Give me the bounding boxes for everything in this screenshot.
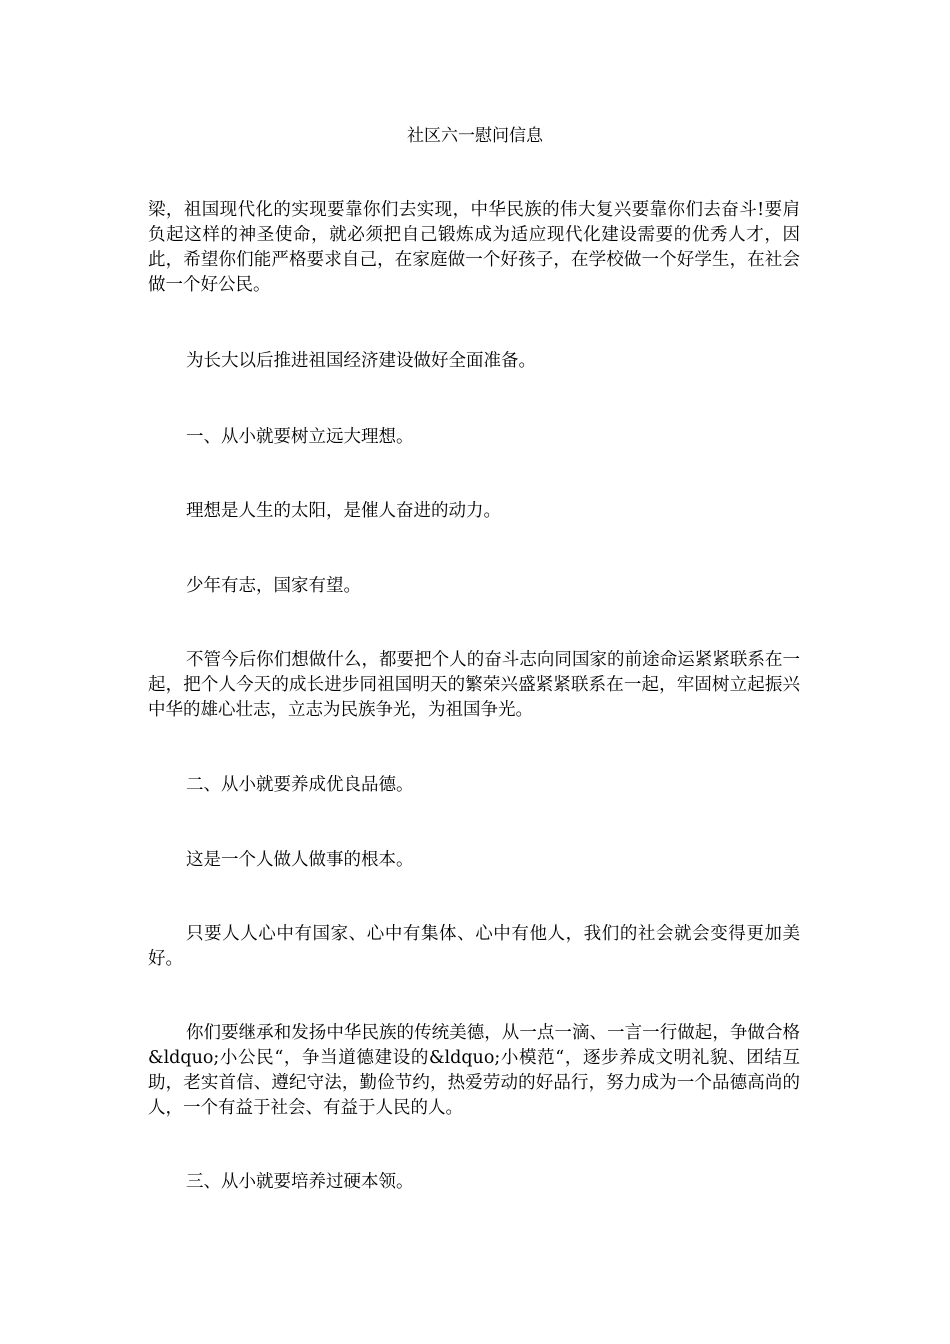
section-heading-1: 一、从小就要树立远大理想。: [186, 427, 414, 447]
paragraph-1: 梁，祖国现代化的实现要靠你们去实现，中华民族的伟大复兴要靠你们去奋斗!要肩负起这样的神圣使命，就必须把自己锻炼成为适应现代化建设需要的优秀人才，因此，希望你们能严格要求自己，在家庭做一个好孩子，在学校做一个好学生，在社会做一个好公民。: [148, 200, 800, 295]
paragraph-3: 理想是人生的太阳，是催人奋进的动力。: [186, 501, 501, 521]
paragraph-4: 少年有志，国家有望。: [186, 576, 361, 596]
section-heading-3: 三、从小就要培养过硬本领。: [186, 1172, 414, 1192]
paragraph-5: 不管今后你们想做什么，都要把个人的奋斗志向同国家的前途命运紧紧联系在一起，把个人今天的成长进步同祖国明天的繁荣兴盛紧紧联系在一起，牢固树立起振兴中华的雄心壮志，立志为民族争光，为祖国争光。: [148, 650, 800, 720]
paragraph-2: 为长大以后推进祖国经济建设做好全面准备。: [186, 351, 536, 371]
paragraph-8: 你们要继承和发扬中华民族的传统美德，从一点一滴、一言一行做起，争做合格&ldquo;小公民“，争当道德建设的&ldquo;小模范“，逐步养成文明礼貌、团结互助，老实首信、遵纪守法，勤俭节约，热爱劳动的好品行，努力成为一个品德高尚的人，一个有益于社会、有益于人民的人。: [148, 1023, 800, 1118]
document-title: 社区六一慰问信息: [407, 126, 543, 146]
paragraph-7: 只要人人心中有国家、心中有集体、心中有他人，我们的社会就会变得更加美好。: [148, 924, 800, 969]
section-heading-2: 二、从小就要养成优良品德。: [186, 775, 414, 795]
paragraph-6: 这是一个人做人做事的根本。: [186, 850, 414, 870]
